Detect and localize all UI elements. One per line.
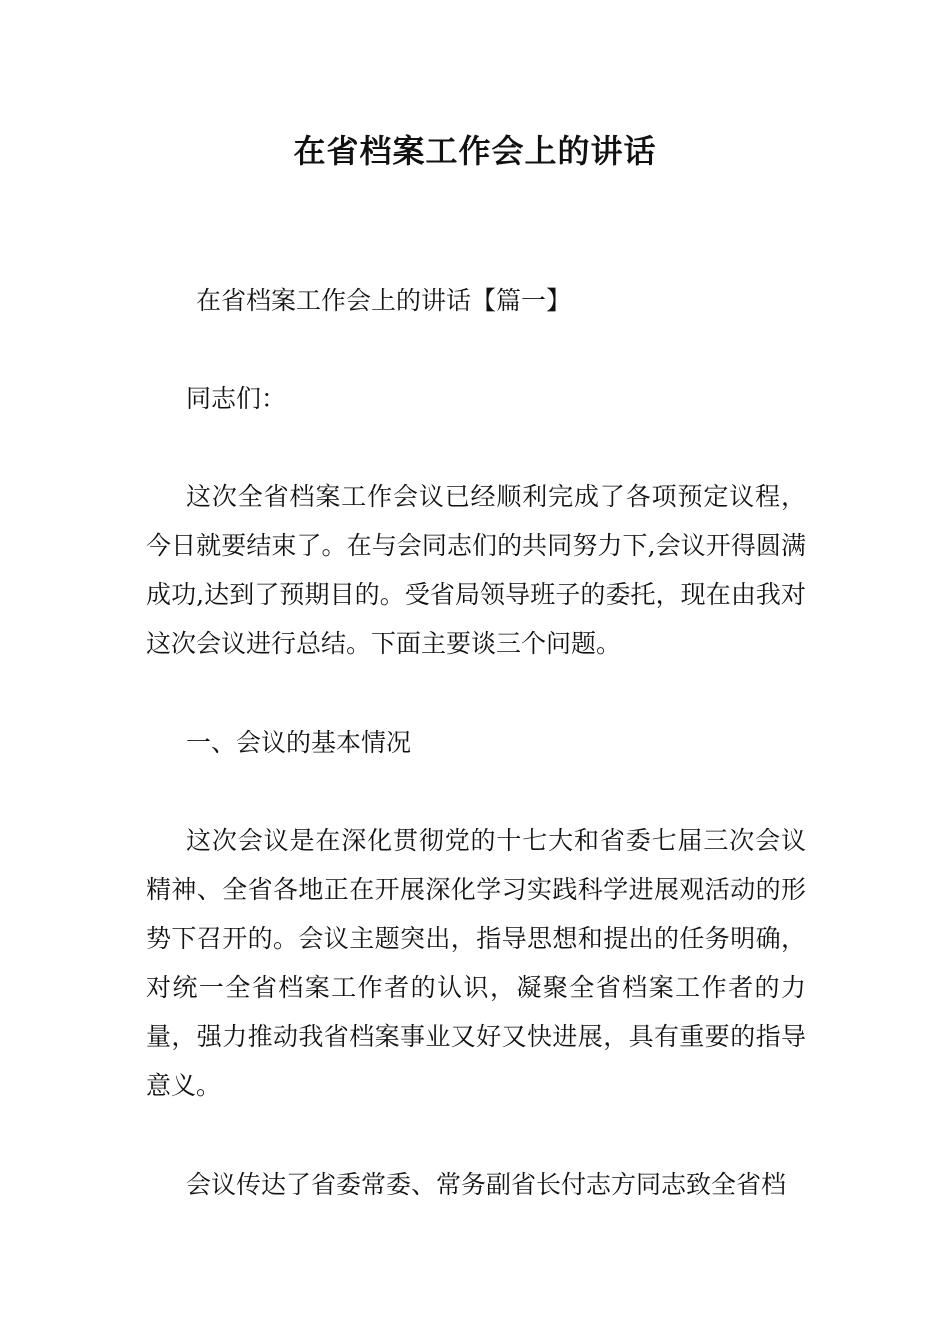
document-title: 在省档案工作会上的讲话 [293,132,657,170]
paragraph-meeting-background: 这次会议是在深化贯彻党的十七大和省委七届三次会议精神、全省各地正在开展深化学习实践科学进展观活动的形势下召开的。会议主题突出，指导思想和提出的任务明确，对统一全省档案工作者的认识，凝聚全省档案工作者的力量，强力推动我省档案事业又好又快进展，具有重要的指导意义。 [146,826,806,1100]
salutation: 同志们： [186,384,287,413]
paragraph-meeting-relay: 会议传达了省委常委、常务副省长付志方同志致全省档 [186,1170,787,1199]
paragraph-intro: 这次全省档案工作会议已经顺利完成了各项预定议程，今日就要结束了。在与会同志们的共同努力下,会议开得圆满成功,达到了预期目的。受省局领导班子的委托，现在由我对这次会议进行总结。下面主要谈三个问题。 [146,482,806,658]
section-heading-1: 一、会议的基本情况 [186,728,412,757]
document-subtitle: 在省档案工作会上的讲话【篇一】 [196,286,572,315]
